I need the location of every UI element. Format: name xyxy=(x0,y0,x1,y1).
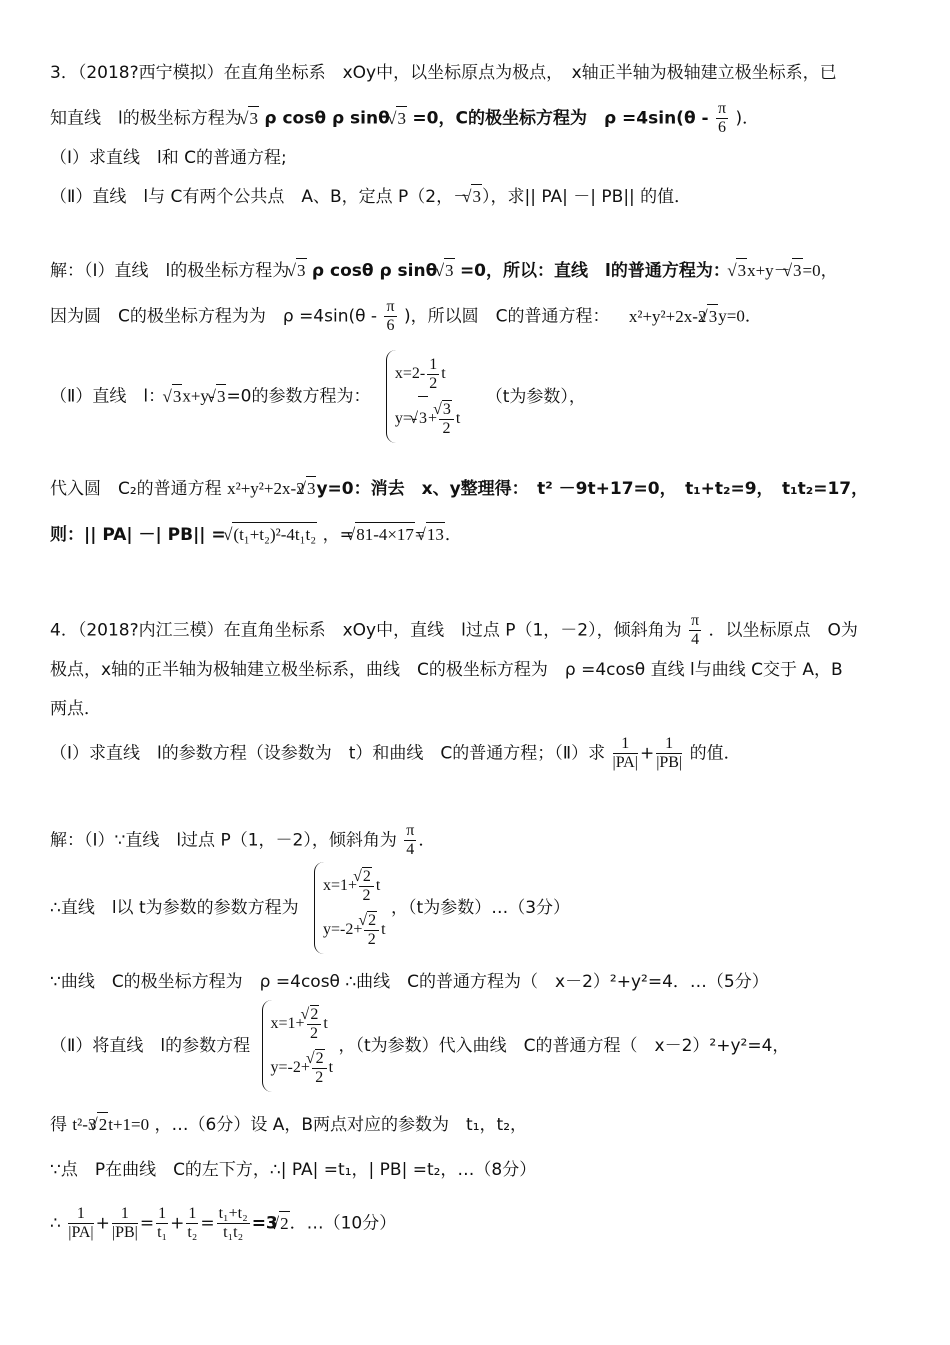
num: 1 xyxy=(656,735,682,754)
den: 2 xyxy=(309,1025,318,1043)
text: =0， xyxy=(802,261,838,280)
text: x²+y²+2x-2 xyxy=(227,479,305,498)
text: ，（t为参数）…（3分） xyxy=(391,898,571,918)
text: （Ⅰ）求直线 l的参数方程（设参数为 t）和曲线 C的普通方程；（Ⅱ）求 xyxy=(50,743,606,764)
fraction-1-pb xyxy=(112,1205,138,1242)
row-x xyxy=(323,864,386,908)
text: ． xyxy=(444,525,462,545)
text: ，（t为参数）代入曲线 C的普通方程（ x－2）²+y²=4， xyxy=(338,1036,790,1056)
num xyxy=(439,400,454,420)
text: )，所以圆 C的普通方程： xyxy=(403,306,610,327)
fraction-sqrt2-2 xyxy=(364,911,379,949)
p4-sol2 xyxy=(50,862,570,954)
sqrt3: √ 3 xyxy=(248,106,259,131)
text: t xyxy=(441,365,446,382)
row-y: y=-√ 3+ √ $\frac{3}{2}$ t xyxy=(395,396,460,441)
sqrt3: √ 3 xyxy=(216,384,227,409)
param-system xyxy=(262,1000,334,1092)
fraction-1-t1 xyxy=(156,1205,168,1242)
text: 解：（Ⅰ）∵直线 l过点 P（1，－2），倾斜角为 xyxy=(50,830,397,851)
p3-sol3 xyxy=(50,350,586,443)
text: t xyxy=(328,1059,334,1076)
row-x xyxy=(271,1002,334,1046)
p3-sol4 xyxy=(50,476,868,501)
text: ），求|| PA| －| PB|| 的值． xyxy=(481,187,692,207)
den: t₁ xyxy=(157,1224,168,1241)
num xyxy=(312,1049,327,1069)
text: + xyxy=(170,1213,185,1234)
p3-q1: （Ⅰ）求直线 l和 C的普通方程; xyxy=(50,148,287,168)
den: 4 xyxy=(691,631,700,648)
text: t xyxy=(381,921,386,938)
text: )． xyxy=(735,108,760,129)
text: =3 xyxy=(251,1213,278,1234)
text: = xyxy=(200,1213,215,1234)
text: 的值． xyxy=(689,743,741,764)
text: ∴ xyxy=(50,1213,61,1234)
num xyxy=(364,911,379,931)
num: π xyxy=(691,612,700,629)
param-system xyxy=(386,350,460,443)
text: t xyxy=(375,877,381,894)
num: 1 xyxy=(429,355,438,373)
sqrt2: √ 2 xyxy=(279,1211,290,1236)
text: 知直线 l的极坐标方程为 xyxy=(50,108,242,129)
fraction-1-pb xyxy=(656,735,682,772)
p4-title xyxy=(50,612,858,649)
p3-title: 3．（2018?西宁模拟）在直角坐标系 xOy中，以坐标原点为极点， x轴正半轴为极轴建立极坐标系，已 xyxy=(50,63,837,83)
p4-sol7 xyxy=(50,1205,396,1242)
text: x+y- xyxy=(182,386,215,406)
sqrt3: √ 3 xyxy=(444,258,455,283)
text: 得 xyxy=(50,1115,67,1135)
den: 4 xyxy=(406,841,415,858)
sqrt3: √ 3 xyxy=(736,258,747,283)
row-y xyxy=(271,1046,334,1090)
den: 6 xyxy=(386,317,395,334)
num: π xyxy=(386,298,395,315)
row-y xyxy=(323,908,386,952)
sqrt3: √ 3 xyxy=(306,476,317,501)
fraction-sqrt2-2 xyxy=(359,867,374,905)
text: x+y－ xyxy=(747,261,791,280)
num: 1 xyxy=(188,1205,197,1222)
fraction-1-2 xyxy=(427,356,439,393)
text: ρ cosθ ρ sinθ xyxy=(311,261,438,281)
den: |PA| xyxy=(612,754,638,771)
sqrt3: √ 3 xyxy=(396,106,407,131)
text: t xyxy=(323,1015,328,1032)
p4-sol5 xyxy=(50,1112,527,1137)
p4-sol4 xyxy=(50,1000,789,1092)
fraction-pi-6 xyxy=(384,298,396,335)
den: 2 xyxy=(367,931,376,949)
sqrt2: √ 2 xyxy=(362,867,372,886)
text: y=0． xyxy=(718,306,762,326)
p4-sol1: 解：（Ⅰ）∵直线 l过点 P（1，－2），倾斜角为 $\frac{\pi}{4}$ ． xyxy=(50,822,436,858)
text: （Ⅱ）将直线 l的参数方程 xyxy=(50,1036,251,1056)
p3-sol2 xyxy=(50,298,762,335)
text: x=1+ xyxy=(270,1015,305,1032)
sqrt3: √ 3 xyxy=(418,396,428,441)
sqrt2: √ 2 xyxy=(315,1049,325,1068)
sqrt13: √ 13 xyxy=(426,522,445,547)
text: 4．（2018?内江三模）在直角坐标系 xOy中，直线 l过点 P（1，－2），倾斜角为 xyxy=(50,620,682,641)
text: t xyxy=(455,410,461,427)
text: = xyxy=(139,1213,155,1234)
text: 则：|| PA| －| PB|| = xyxy=(50,525,226,545)
sqrt3: √ 3 xyxy=(792,258,803,283)
p3-q2 xyxy=(50,184,691,209)
text: + xyxy=(639,743,655,764)
text: ，= xyxy=(322,525,354,545)
num: π xyxy=(718,100,727,117)
text: x=2- xyxy=(394,365,426,382)
fraction-pi-6 xyxy=(716,100,728,137)
text: =0，C的极坐标方程为 ρ =4sin(θ - xyxy=(412,108,709,129)
fraction-1-pa xyxy=(613,735,638,772)
fraction-1-t2 xyxy=(186,1205,198,1242)
text: y=-2+ xyxy=(323,921,363,938)
num: 1 xyxy=(68,1205,93,1224)
sqrt-expression: √ 81-4×17 xyxy=(355,522,415,547)
fraction-pi-4 xyxy=(689,612,701,649)
text: （t为参数）， xyxy=(485,386,586,407)
text: = xyxy=(414,525,425,544)
text: 解：（Ⅰ）直线 l的极坐标方程为 xyxy=(50,261,290,281)
num: 1 xyxy=(613,735,638,754)
text: y=0：消去 x、y整理得： t² －9t+17=0， t₁+t₂=9， t₁t₂=17， xyxy=(316,479,869,499)
den: t₂ xyxy=(187,1224,198,1241)
num xyxy=(307,1005,322,1025)
text: y=- xyxy=(394,410,418,427)
text: ．…（10分） xyxy=(289,1213,397,1234)
param-system xyxy=(314,862,386,954)
sqrt3: √ 3 xyxy=(442,400,452,419)
den: |PB| xyxy=(111,1224,138,1241)
p4-line2: 极点，x轴的正半轴为极轴建立极坐标系，曲线 C的极坐标方程为 ρ =4cosθ 直线 l与曲线 C交于 A，B xyxy=(50,660,843,680)
text: ∴直线 l以 t为参数的参数方程为 xyxy=(50,898,299,918)
sqrt3: √ 3 xyxy=(471,184,482,209)
text: ρ cosθ ρ sinθ xyxy=(264,108,390,129)
fraction-sqrt3-2 xyxy=(439,400,454,438)
p4-question xyxy=(50,735,741,772)
text: y=-2+ xyxy=(270,1059,310,1076)
fraction-sum-over-product xyxy=(217,1205,250,1242)
num xyxy=(359,867,374,887)
den: 2 xyxy=(429,374,438,392)
text: （Ⅱ）直线 l与 C有两个公共点 A、B，定点 P（2，－ xyxy=(50,187,471,207)
num: π xyxy=(406,822,415,839)
p3-line2 xyxy=(50,100,759,137)
num: 1 xyxy=(112,1205,138,1224)
text: + xyxy=(95,1213,110,1234)
fraction-sqrt2-2 xyxy=(307,1005,322,1043)
row-x xyxy=(395,352,460,396)
text: =0的参数方程为： xyxy=(226,386,371,407)
text: ．以坐标原点 O为 xyxy=(708,620,858,641)
sqrt2: √ 2 xyxy=(97,1112,108,1137)
sqrt3: √ 3 xyxy=(172,384,183,409)
den: |PA| xyxy=(68,1224,94,1241)
p4-sol6: ∵点 P在曲线 C的左下方，∴| PA| =t₁，| PB| =t₂，…（8分） xyxy=(50,1160,537,1180)
text: 因为圆 C的极坐标方程为为 ρ =4sin(θ - xyxy=(50,306,378,327)
sqrt3: √ 3 xyxy=(707,304,718,329)
sqrt2: √ 2 xyxy=(310,1005,320,1024)
fraction-sqrt2-2 xyxy=(312,1049,327,1087)
text: =0，所以：直线 l的普通方程为： xyxy=(459,261,730,281)
den: 2 xyxy=(442,420,451,438)
den: 2 xyxy=(315,1069,324,1087)
p3-sol5 xyxy=(50,522,462,547)
p3-sol1 xyxy=(50,258,838,283)
sqrt-expression: √ (t₁+t₂)²-4t₁t₂ xyxy=(232,522,317,547)
den: 2 xyxy=(362,887,371,905)
den: |PB| xyxy=(656,754,683,771)
den: t₁t₂ xyxy=(223,1224,244,1241)
fraction-1-pa xyxy=(68,1205,93,1242)
fraction-pi-4 xyxy=(404,822,416,859)
text: 代入圆 C₂的普通方程 xyxy=(50,479,222,499)
text: t²-3 xyxy=(72,1115,97,1134)
text: x=1+ xyxy=(323,877,358,894)
text: t+1=0 xyxy=(108,1115,150,1134)
den: 6 xyxy=(718,119,727,136)
num: 1 xyxy=(158,1205,167,1222)
p4-line3: 两点． xyxy=(50,699,101,719)
sqrt2: √ 2 xyxy=(367,911,377,930)
num: t₁+t₂ xyxy=(218,1205,248,1222)
sqrt3: √ 3 xyxy=(296,258,307,283)
p4-sol3: ∵曲线 C的极坐标方程为 ρ =4cosθ ∴曲线 C的普通方程为（ x－2）²+y²=4．…（5分） xyxy=(50,972,769,992)
text: （Ⅱ）直线 l： xyxy=(50,386,166,407)
text: ，…（6分）设 A，B两点对应的参数为 t₁，t₂， xyxy=(154,1115,528,1135)
text: x²+y²+2x-2 xyxy=(628,306,707,326)
